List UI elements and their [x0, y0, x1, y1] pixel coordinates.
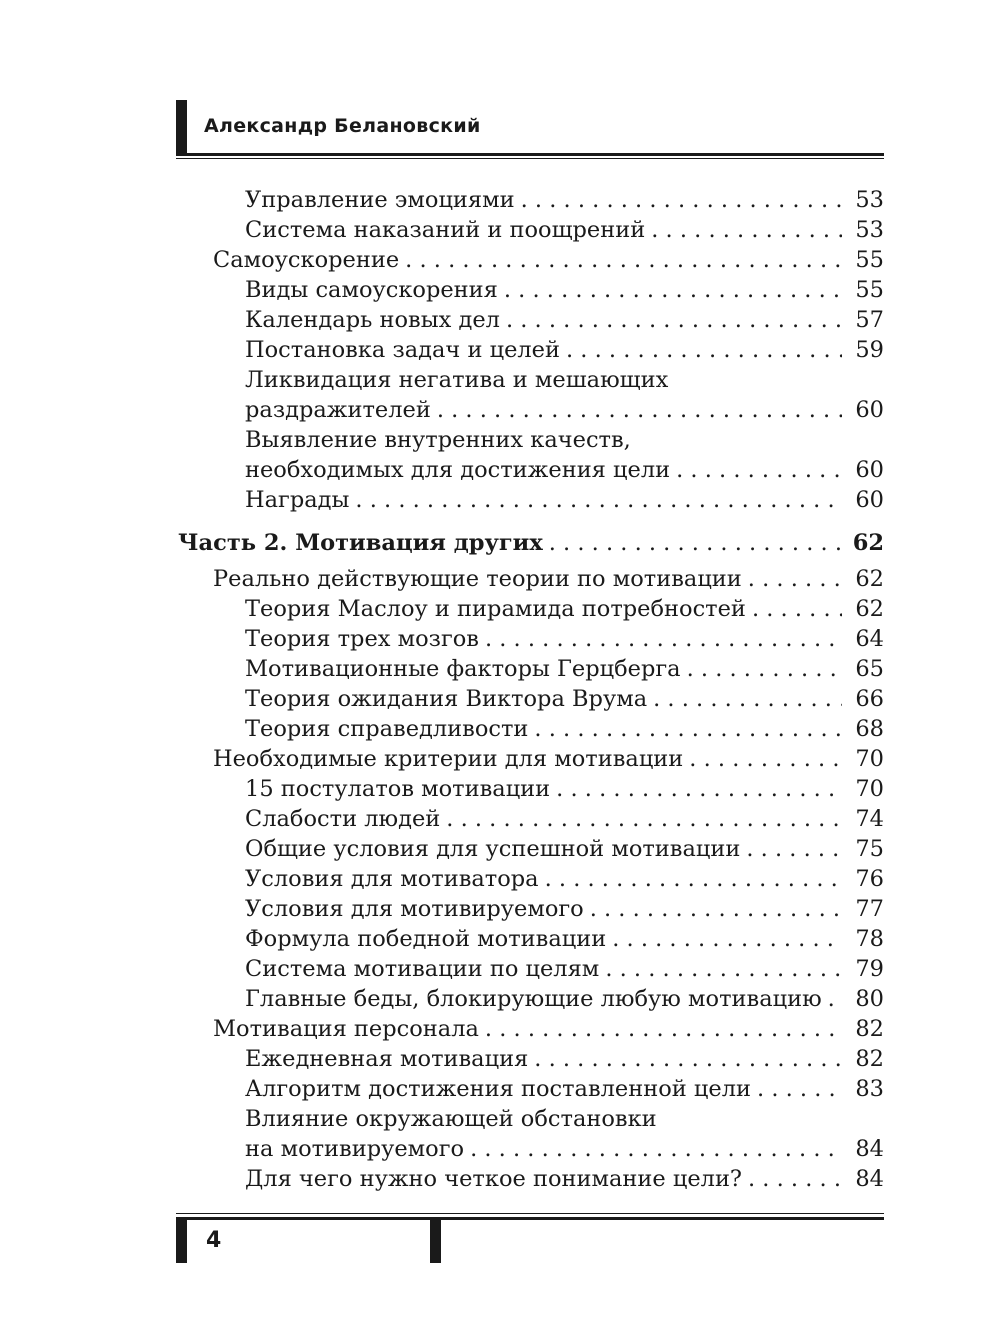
toc-entry-page: 80: [855, 986, 884, 1012]
toc-entry-page: 77: [855, 896, 884, 922]
toc-entry-page: 53: [855, 217, 884, 243]
toc-entry-title: Управление эмоциями: [245, 187, 515, 213]
toc-entry-title-first-line: Влияние окружающей обстановки: [245, 1106, 657, 1132]
toc-dot-leader: [590, 894, 842, 924]
toc-chapter-entry: [213, 1014, 884, 1044]
footer-bar-right: [430, 1220, 441, 1263]
toc-section-entry: [245, 305, 884, 335]
toc-entry-page: 79: [855, 956, 884, 982]
toc-section-entry: [245, 864, 884, 894]
toc-entry-title: Реально действующие теории по мотивации: [213, 566, 742, 592]
toc-dot-leader: [689, 744, 842, 774]
toc-dot-leader: [485, 624, 842, 654]
toc-entry-title: 15 постулатов мотивации: [245, 776, 551, 802]
toc-dot-leader: [470, 1134, 842, 1164]
toc-section-entry: [245, 275, 884, 305]
footer-bar-left: [176, 1220, 187, 1263]
toc-dot-leader: [651, 215, 842, 245]
footer-rule-thick: [176, 1217, 884, 1220]
toc-entry-title: Постановка задач и целей: [245, 337, 560, 363]
toc-entry-page: 62: [852, 530, 884, 556]
toc-entry-page: 60: [855, 397, 884, 423]
toc-entry-page: 84: [855, 1136, 884, 1162]
toc-section-entry: [245, 984, 884, 1014]
toc-section-entry: [245, 185, 884, 215]
toc-entry-title: Главные беды, блокирующие любую мотивацию: [245, 986, 822, 1012]
toc-entry-title-first-line: Выявление внутренних качеств,: [245, 427, 631, 453]
toc-section-entry: [245, 624, 884, 654]
toc-section-entry: [245, 1164, 884, 1194]
toc-entry-page: 64: [855, 626, 884, 652]
toc-section-entry: [245, 714, 884, 744]
toc-dot-leader: [405, 245, 842, 275]
toc-dot-leader: [437, 395, 842, 425]
toc-dot-leader: [746, 834, 842, 864]
toc-dot-leader: [545, 864, 842, 894]
toc-dot-leader: [556, 774, 842, 804]
toc-dot-leader: [506, 305, 842, 335]
toc-entry-title: Условия для мотивируемого: [245, 896, 584, 922]
toc-entry-page: 60: [855, 487, 884, 513]
toc-section-entry: [245, 335, 884, 365]
toc-entry-page: 66: [855, 686, 884, 712]
toc-dot-leader: [534, 1044, 842, 1074]
toc-section-entry: [245, 954, 884, 984]
toc-dot-leader: [549, 528, 842, 558]
toc-part-entry: [178, 528, 884, 558]
toc-section-entry: [245, 1074, 884, 1104]
toc-dot-leader: [752, 594, 842, 624]
toc-entry-page: 55: [855, 247, 884, 273]
toc-entry-page: 53: [855, 187, 884, 213]
toc-entry-page: 65: [855, 656, 884, 682]
toc-entry-title: Теория трех мозгов: [245, 626, 479, 652]
toc-entry-page: 62: [855, 596, 884, 622]
toc-chapter-entry: [213, 245, 884, 275]
toc-entry-title: необходимых для достижения цели: [245, 457, 671, 483]
toc-entry-title-first-line: Ликвидация негатива и мешающих: [245, 367, 669, 393]
toc-section-entry: [245, 924, 884, 954]
toc-section-entry: [245, 894, 884, 924]
toc-entry-title: Система наказаний и поощрений: [245, 217, 646, 243]
toc-entry-page: 59: [855, 337, 884, 363]
toc-dot-leader: [566, 335, 842, 365]
toc-entry-page: 83: [855, 1076, 884, 1102]
toc-entry-page: 57: [855, 307, 884, 333]
toc-entry-title: Система мотивации по целям: [245, 956, 600, 982]
toc-chapter-entry: [213, 564, 884, 594]
toc-section-entry: [245, 684, 884, 714]
header-author: Александр Белановский: [204, 115, 481, 137]
toc-entry-page: 82: [855, 1016, 884, 1042]
toc-section-entry: [245, 215, 884, 245]
toc-dot-leader: [748, 564, 842, 594]
toc-dot-leader: [687, 654, 842, 684]
toc-dot-leader: [676, 455, 842, 485]
toc-dot-leader: [828, 984, 842, 1014]
toc-entry-title: Награды: [245, 487, 350, 513]
toc-entry-page: 76: [855, 866, 884, 892]
toc-section-entry: [245, 774, 884, 804]
toc-section-entry: [245, 485, 884, 515]
toc-entry-title: Мотивационные факторы Герцберга: [245, 656, 681, 682]
toc-dot-leader: [612, 924, 842, 954]
toc-entry-title: Теория Маслоу и пирамида потребностей: [245, 596, 746, 622]
toc-entry-title: Условия для мотиватора: [245, 866, 539, 892]
toc-entry-page: 74: [855, 806, 884, 832]
toc-dot-leader: [355, 485, 842, 515]
toc-entry-title: Часть 2. Мотивация других: [178, 530, 543, 556]
header-rule-thick: [176, 153, 884, 156]
toc-section-entry: [245, 425, 884, 485]
toc-section-entry: [245, 365, 884, 425]
toc-section-entry: [245, 654, 884, 684]
toc-entry-title: Общие условия для успешной мотивации: [245, 836, 741, 862]
toc-entry-title: Календарь новых дел: [245, 307, 500, 333]
toc-entry-title: на мотивируемого: [245, 1136, 465, 1162]
page-number: 4: [206, 1228, 222, 1253]
toc-section-entry: [245, 804, 884, 834]
toc-entry-title: Мотивация персонала: [213, 1016, 479, 1042]
toc-dot-leader: [757, 1074, 842, 1104]
toc-entry-title: Для чего нужно четкое понимание цели?: [245, 1166, 742, 1192]
toc-entry-title: Алгоритм достижения поставленной цели: [245, 1076, 752, 1102]
toc-entry-page: 82: [855, 1046, 884, 1072]
toc-entry-title: Необходимые критерии для мотивации: [213, 746, 684, 772]
toc-entry-page: 55: [855, 277, 884, 303]
running-footer: [176, 1213, 884, 1263]
toc-section-entry: [245, 594, 884, 624]
toc-entry-title: Самоускорение: [213, 247, 400, 273]
toc-entry-title: Теория справедливости: [245, 716, 529, 742]
toc-chapter-entry: [213, 744, 884, 774]
toc-entry-page: 84: [855, 1166, 884, 1192]
toc-entry-page: 62: [855, 566, 884, 592]
toc-section-entry: [245, 1044, 884, 1074]
toc-entry-page: 78: [855, 926, 884, 952]
toc-dot-leader: [485, 1014, 842, 1044]
toc-entry-title: Слабости людей: [245, 806, 441, 832]
running-header: [176, 100, 884, 158]
toc-entry-page: 60: [855, 457, 884, 483]
toc-dot-leader: [653, 684, 842, 714]
toc-dot-leader: [605, 954, 842, 984]
toc-entry-page: 75: [855, 836, 884, 862]
toc-dot-leader: [504, 275, 842, 305]
toc-section-entry: [245, 834, 884, 864]
toc-entry-title: Формула победной мотивации: [245, 926, 607, 952]
toc-entry-title: раздражителей: [245, 397, 431, 423]
toc-dot-leader: [748, 1164, 842, 1194]
table-of-contents: [178, 185, 884, 1194]
header-bar-decoration: [176, 100, 187, 153]
toc-entry-title: Виды самоускорения: [245, 277, 498, 303]
toc-dot-leader: [446, 804, 842, 834]
toc-section-entry: [245, 1104, 884, 1164]
toc-entry-page: 68: [855, 716, 884, 742]
footer-rule-thin: [176, 1213, 884, 1214]
toc-entry-title: Ежедневная мотивация: [245, 1046, 529, 1072]
toc-entry-page: 70: [855, 776, 884, 802]
toc-entry-page: 70: [855, 746, 884, 772]
header-rule-thin: [176, 158, 884, 159]
toc-dot-leader: [521, 185, 842, 215]
toc-entry-title: Теория ожидания Виктора Врума: [245, 686, 648, 712]
toc-dot-leader: [534, 714, 842, 744]
